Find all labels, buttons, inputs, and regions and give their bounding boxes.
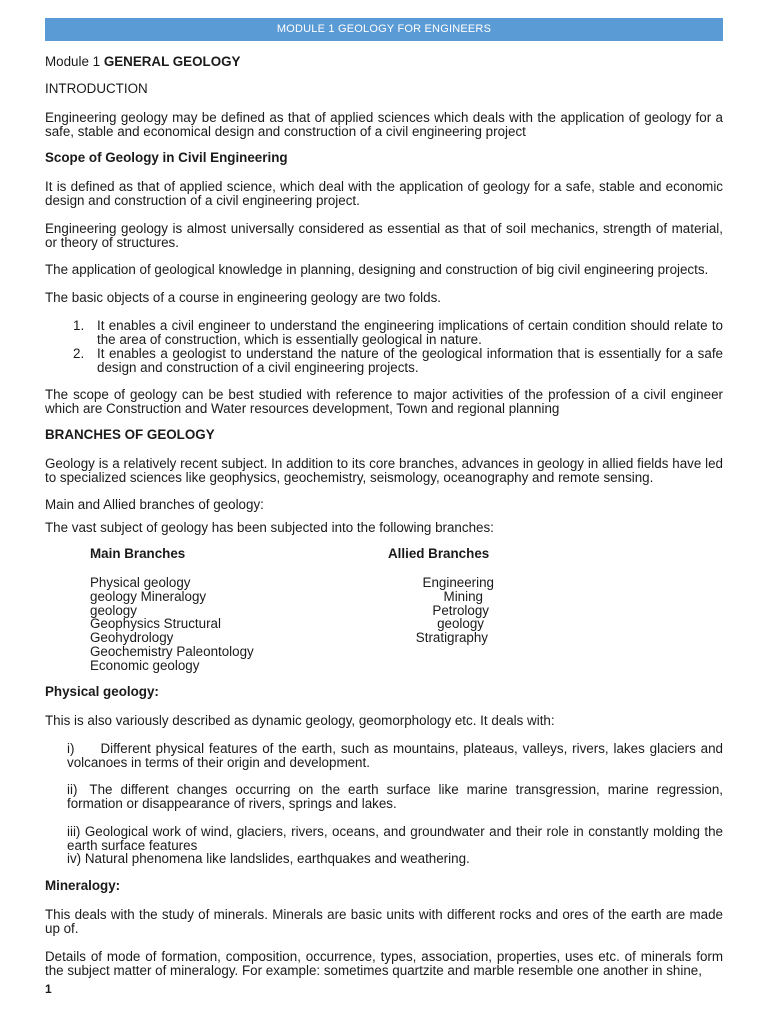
intro-heading: INTRODUCTION: [45, 81, 148, 96]
module-title: [45, 55, 723, 69]
list-item: Petrology: [432, 602, 489, 618]
list-item-text: It enables a civil engineer to understand the engineering implications of certain condition should relate to the area of construction, which is essentially geological in nature.: [97, 318, 723, 347]
branches-heading: BRANCHES OF GEOLOGY: [45, 427, 215, 442]
list-item: Engineering: [422, 575, 494, 590]
list-item-text: The different changes occurring on the earth surface like marine transgression, marine regression, formation or disappearance of rivers, springs and lakes.: [67, 782, 723, 811]
list-item-text: Natural phenomena like landslides, earthquakes and weathering.: [84, 851, 470, 866]
list-item: [67, 852, 723, 866]
list-item-label: iii): [67, 824, 81, 839]
scope-paragraph-4: The basic objects of a course in engineering geology are two folds.: [45, 290, 442, 305]
main-branches-heading: Main Branches: [90, 546, 186, 561]
physical-geology-heading: Physical geology:: [45, 684, 159, 699]
list-item: [67, 783, 723, 811]
list-item: Geohydrology: [90, 630, 174, 646]
allied-branches-heading: Allied Branches: [388, 546, 490, 561]
list-item: [67, 742, 723, 770]
list-item-text: Geological work of wind, glaciers, rivers, oceans, and groundwater and their role in constantly molding the earth surface features: [67, 824, 723, 853]
list-item-label: ii): [67, 782, 78, 797]
list-item-number: 1.: [73, 318, 85, 333]
scope-paragraph-5: The scope of geology can be best studied with reference to major activities of the profession of a civil engineer which are Construction and Water resources development, Town and regional planning: [45, 387, 723, 416]
physical-geology-paragraph: This is also variously described as dynamic geology, geomorphology etc. It deals with:: [45, 713, 555, 728]
list-item-text: It enables a geologist to understand the nature of the geological information that is essentially for a safe design and construction of a civil engineering projects.: [97, 346, 723, 375]
mineralogy-paragraph-1: This deals with the study of minerals. Minerals are basic units with different rocks and ores of the earth are made up of.: [45, 907, 723, 936]
scope-heading: Scope of Geology in Civil Engineering: [45, 150, 288, 165]
list-item: geology: [90, 602, 137, 618]
list-item: Geophysics Structural: [90, 616, 221, 632]
branches-paragraph-3: The vast subject of geology has been subjected into the following branches:: [45, 520, 494, 535]
branches-paragraph-1: Geology is a relatively recent subject. In addition to its core branches, advances in geology in allied fields have led to specialized sciences like geophysics, geochemistry, seismology, oceanography and remote sensing.: [45, 456, 723, 485]
branches-paragraph-2: Main and Allied branches of geology:: [45, 497, 264, 512]
mineralogy-heading: Mineralogy:: [45, 878, 121, 893]
module-header-banner: MODULE 1 GEOLOGY FOR ENGINEERS: [45, 18, 723, 41]
list-item: [67, 825, 723, 853]
main-branches-list: [90, 576, 254, 673]
list-item: Geochemistry Paleontology: [90, 643, 254, 659]
module-title-prefix: Module 1: [45, 54, 104, 69]
list-item: Economic geology: [90, 657, 200, 673]
list-item-label: iv): [67, 851, 82, 866]
list-item-text: Different physical features of the earth, such as mountains, plateaus, valleys, rivers, lakes glaciers and volcanoes in terms of their origin and development.: [67, 741, 723, 770]
list-item: Stratigraphy: [415, 630, 488, 646]
list-item-label: i): [67, 741, 75, 756]
allied-branches-list: [400, 576, 494, 645]
mineralogy-paragraph-2: Details of mode of formation, composition, occurrence, types, association, properties, uses etc. of minerals form the subject matter of mineralogy. For example: sometimes quartzite and marble resemble one another in shine,: [45, 949, 723, 978]
list-item-number: 2.: [73, 346, 85, 361]
scope-paragraph-3: The application of geological knowledge in planning, designing and construction of big civil engineering projects.: [45, 262, 709, 277]
scope-paragraph-1: It is defined as that of applied science, which deal with the application of geology for a safe, stable and economic design and construction of a civil engineering project.: [45, 179, 723, 208]
module-title-bold: GENERAL GEOLOGY: [103, 54, 241, 69]
intro-paragraph: Engineering geology may be defined as that of applied sciences which deals with the application of geology for a safe, stable and economical design and construction of a civil engineering project: [45, 110, 723, 139]
list-item: Physical geology: [90, 575, 191, 590]
list-item: geology: [437, 616, 484, 632]
list-item: geology Mineralogy: [90, 588, 207, 604]
list-item: Mining: [443, 588, 483, 604]
scope-paragraph-2: Engineering geology is almost universally considered as essential as that of soil mechanics, strength of material, or theory of structures.: [45, 221, 723, 250]
page-number: 1: [45, 982, 52, 996]
